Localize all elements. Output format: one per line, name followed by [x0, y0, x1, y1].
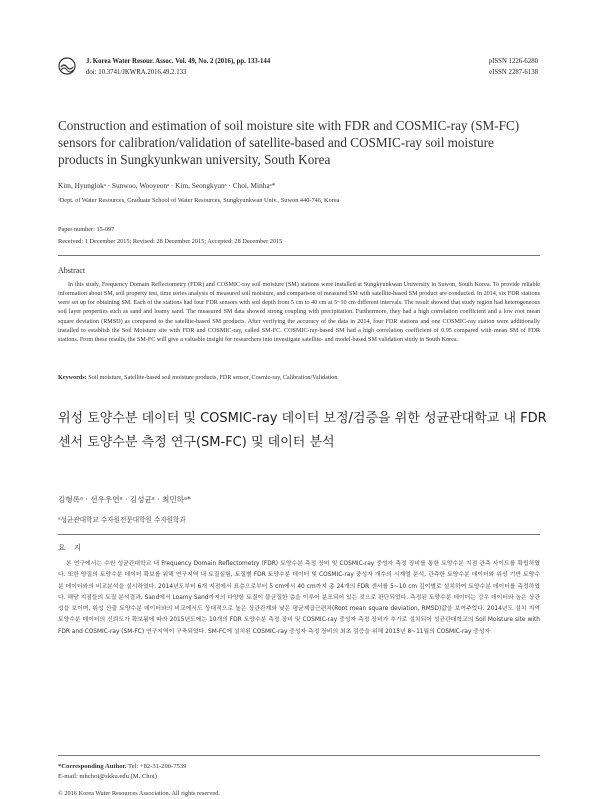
corresponding-author-label: *Corresponding Author.: [58, 763, 127, 770]
eissn-text: eISSN 2287-6138: [489, 69, 538, 76]
corresponding-author-tel: Tel: +82-31-290-7539: [126, 763, 187, 770]
copyright-text: © 2016 Korea Water Resources Association. All rights reserved.: [58, 790, 220, 797]
korean-abstract-heading: 요 지: [58, 543, 85, 552]
divider: [58, 534, 540, 535]
header-right: [489, 56, 538, 78]
divider: [58, 755, 540, 756]
korean-title: 위성 토양수분 데이터 및 COSMIC-ray 데이터 보정/검증을 위한 성균관대학교 내 FDR 센서 토양수분 측정 연구(SM-FC) 및 데이터 분석: [58, 411, 547, 450]
journal-citation: J. Korea Water Resour. Assoc. Vol. 49, No. 2 (2016), pp. 133-144: [86, 58, 271, 65]
author-list: Kim, Hyunglokᵃ · Sunwoo, Wooyeonᵃ · Kim, Seongkyunᵃ · Choi, Minhaᵃ*: [58, 181, 276, 190]
korean-affiliation: ᵃ성균관대학교 수자원전문대학원 수자원학과: [58, 516, 186, 524]
correspondence-block: [58, 762, 186, 782]
journal-header: [58, 56, 538, 82]
keywords-line: [58, 374, 540, 383]
paper-dates: Received: 1 December 2015; Revised: 28 December 2015; Accepted: 28 December 2015: [58, 237, 283, 245]
author-affiliation: ᵃDept. of Water Resources, Graduate School of Water Resources, Sungkyunkwan Univ., Suwon 440-746, Korea: [58, 197, 340, 204]
pissn-text: pISSN 1226-6280: [488, 58, 538, 65]
korean-author-list: 김형록ᵃ · 선우우연ᵃ · 김성균ᵃ · 최민하ᵃ*: [58, 495, 191, 504]
keywords-text: Soil moisture, Satellite-based soil moisture products, FDR sensor, Cosmic-ray, Calibration/Validation: [86, 375, 338, 381]
paper-title: Construction and estimation of soil moisture site with FDR and COSMIC-ray (SM-FC) sensors for calibration/validation of satellite-based and COSMIC-ray soil moisture products in Sungkyunkwan university, South Korea: [58, 118, 520, 167]
korean-abstract-body: 본 연구에서는 수원 성균관대학교 내 Frequency Domain Reflectometry (FDR) 토양수분 측정 장비 및 COSMIC-ray 중성자 측정 장비를 통한 토양수분 지점 관측 사이트를 확립하였다. 또한 양질의 토양수분 데이터 확보를 위해 연구지역 내 토질실험, 토질별 FDR 토양수분 데이터 및 COSMIC-ray 중성자 개수의 시계열 분석, 관측한 토양수분 데이터와 위성 기반 토양수분 데이터와의 비교분석을 실시하였다. 2014년도부터 6개 지점에서 표층으로부터 5 cm에서 40 cm까지 총 24개의 FDR 센서를 5~10 cm 깊이별로 설치하여 토양수분 데이터를 측정하였다. 해당 지점들의 토질 분석결과, Sand에서 Loamy Sand까지의 다양한 토질이 불균질한 층을 이루어 분포되어 있는 것으로 판단되었다. 측정된 토양수분 데이터는 강우 데이터와 높은 상관성을 보이며, 위성 산출 토양수분 데이터와의 비교에서도 상대적으로 높은 상관관계와 낮은 평균제곱근편차(Root mean square deviation, RMSD)값을 보여주었다. 2014년도 설치 지역 토양수분 데이터의 신뢰도가 확보됨에 따라 2015년도에는 10개의 FDR 토양수분 측정 장비 및 COSMIC-ray 중성자 측정 장비가 추가로 설치되어 성균관대학교의 Soil Moisture site with FDR and COSMIC-ray (SM-FC) 연구지역이 구축되었다. SM-FC에 설치된 COSMIC-ray 중성자 측정 장비의 최초 검증을 위해 2015년 8~11월의 COSMIC-ray 중성자: [58, 561, 540, 635]
journal-logo-icon: [58, 57, 76, 75]
paper-number: Paper number: 15-097: [58, 226, 115, 233]
paper-info: [58, 224, 282, 247]
divider: [58, 255, 540, 256]
abstract-body: In this study, Frequency Domain Reflectometry (FDR) and COSMIC-ray soil moisture (SM) stations were installed at Sungkyunkwan University in Suwon, South Korea. To provide reliable information about SM, soil property test, time series analysis of measured soil moisture, and comparison of measured SM with satellite-based SM product are conducted. In 2014, six FDR stations were set up for obtaining SM. Each of the stations had four FDR sensors with soil depth from 5 cm to 40 cm at 5~10 cm different intervals. The result showed that study region had heterogeneous soil layer properties such as sand and loamy sand. The measured SM data showed strong coupling with precipitation. Furthermore, they had a high correlation coefficient and a low root mean square deviation (RMSD) as compared to the satellite-based SM products. After verifying the accuracy of the data in 2014, four FDR stations and one COSMIC-ray station were additionally installed to establish the Soil Moisture site with FDR and COSMIC-ray, called SM-FC. COSMIC-ray-based SM had a high correlation coefficient of 0.95 compared with mean SM of FDR stations. From these results, the SM-FC will give a valuable insight for researchers into investigate satellite- and model-based SM validation study in South Korea.: [58, 282, 540, 343]
doi-text: doi: 10.3741/JKWRA.2016.49.2.133: [86, 69, 187, 76]
abstract-heading: Abstract: [58, 266, 86, 275]
keywords-label: Keywords:: [58, 375, 87, 381]
header-left: [86, 56, 270, 78]
corresponding-author-email: E-mail: mhchoi@skku.edu (M. Choi): [58, 773, 157, 780]
